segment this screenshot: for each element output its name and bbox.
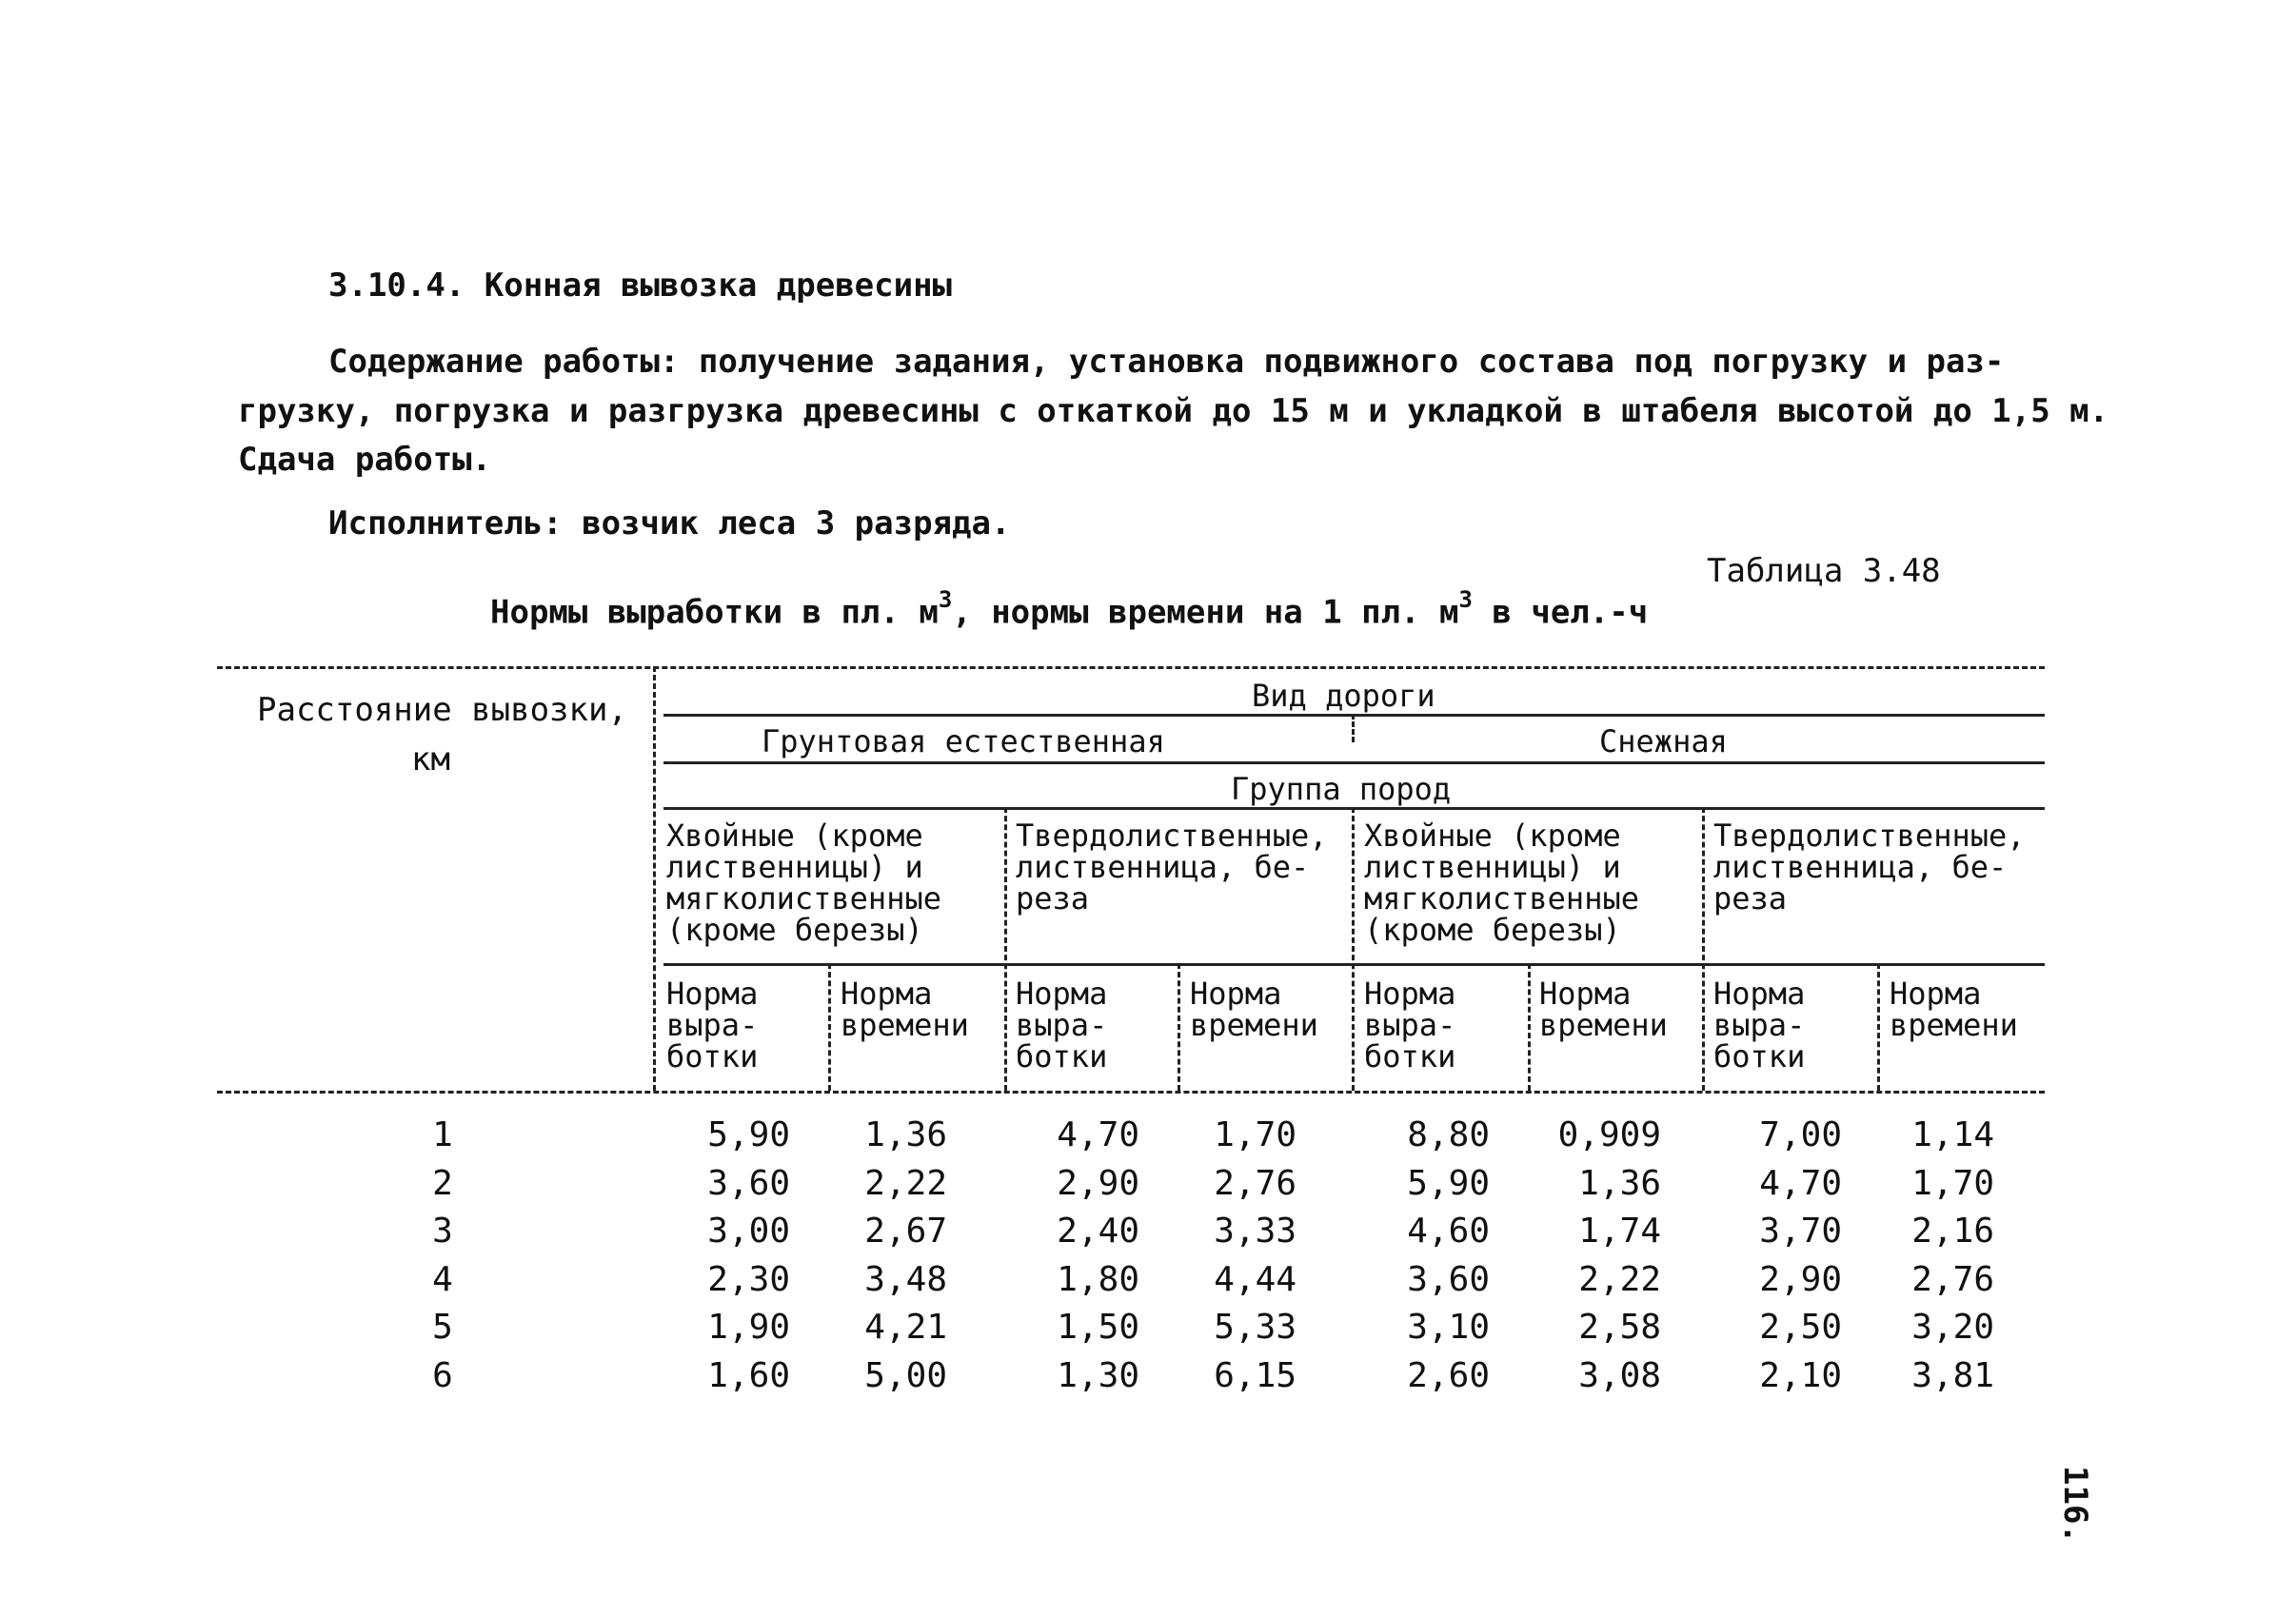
table-cell: 3,08: [1578, 1356, 1661, 1395]
table-header-bottom-rule: [217, 1091, 2045, 1094]
table-cell: 3,81: [1911, 1356, 1994, 1395]
table-cell: 2,40: [1057, 1212, 1139, 1251]
table-cell: 2,76: [1214, 1164, 1296, 1203]
species-hard-ground: Твердолиственные, лиственница, бе- реза: [1016, 818, 1328, 917]
table-cell: 3,20: [1911, 1308, 1994, 1347]
page-number: 116.: [2056, 1466, 2094, 1544]
norm-output-4: Норма выра- ботки: [1713, 976, 1806, 1075]
table-cell: 3,60: [707, 1164, 790, 1203]
table-cell: 4,70: [1057, 1115, 1139, 1154]
table-cell: 1,14: [1911, 1115, 1994, 1154]
table-cell: 3,70: [1759, 1212, 1842, 1251]
executor-line: Исполнитель: возчик леса 3 разряда.: [328, 504, 1011, 542]
table-cell: 2,60: [1407, 1356, 1490, 1395]
table-caption: Нормы выработки в пл. $м^3$, нормы времени на 1 пл. $м^3$ в чел.-ч: [490, 586, 1649, 632]
vline-distance: [653, 666, 656, 1091]
header-distance-1: Расстояние вывозки,: [257, 691, 627, 729]
table-cell: 1,80: [1057, 1260, 1139, 1299]
table-cell: 5,90: [707, 1115, 790, 1154]
table-cell: 6,15: [1214, 1356, 1296, 1395]
header-road-snow: Снежная: [1599, 723, 1728, 759]
norm-time-4: Норма времени: [1890, 976, 2018, 1043]
table-cell: 2,50: [1759, 1308, 1842, 1347]
table-cell: 3,48: [864, 1260, 947, 1299]
table-cell: 1,50: [1057, 1308, 1139, 1347]
table-cell: 5,33: [1214, 1308, 1296, 1347]
table-cell: 7,00: [1759, 1115, 1842, 1154]
vline-sub-1: [828, 963, 831, 1091]
content-line-3: Сдача работы.: [238, 441, 492, 479]
table-cell: 1,36: [1578, 1164, 1661, 1203]
table-cell: 3,33: [1214, 1212, 1296, 1251]
table-cell: 1,60: [707, 1356, 790, 1395]
table-cell: 3,10: [1407, 1308, 1490, 1347]
table-cell: 5,90: [1407, 1164, 1490, 1203]
norm-time-2: Норма времени: [1190, 976, 1318, 1043]
table-cell: 2,22: [864, 1164, 947, 1203]
table-cell: 2,58: [1578, 1308, 1661, 1347]
table-cell: 2,67: [864, 1212, 947, 1251]
table-cell: 1,30: [1057, 1356, 1139, 1395]
table-cell: 2,90: [1057, 1164, 1139, 1203]
table-cell: 1,36: [864, 1115, 947, 1154]
table-cell: 2,10: [1759, 1356, 1842, 1395]
row-distance: 3: [432, 1212, 453, 1251]
table-cell: 2,16: [1911, 1212, 1994, 1251]
table-cell: 1,70: [1911, 1164, 1994, 1203]
norm-output-3: Норма выра- ботки: [1364, 976, 1456, 1075]
rule-road-kind: [663, 761, 2045, 764]
table-cell: 1,90: [707, 1308, 790, 1347]
section-title: 3.10.4. Конная вывозка древесины: [328, 266, 953, 305]
row-distance: 4: [432, 1260, 453, 1299]
vline-col-3: [1352, 807, 1355, 1091]
species-conifer-ground: Хвойные (кроме лиственницы) и мягколиственные (кроме березы): [666, 818, 941, 948]
header-group: Группа пород: [1231, 771, 1452, 807]
table-cell: 2,90: [1759, 1260, 1842, 1299]
norm-time-1: Норма времени: [841, 976, 969, 1043]
header-road-type: Вид дороги: [1252, 678, 1435, 714]
table-cell: 3,00: [707, 1212, 790, 1251]
table-cell: 4,44: [1214, 1260, 1296, 1299]
norm-output-2: Норма выра- ботки: [1016, 976, 1108, 1075]
species-conifer-snow: Хвойные (кроме лиственницы) и мягколиственные (кроме березы): [1364, 818, 1639, 948]
norm-output-1: Норма выра- ботки: [666, 976, 759, 1075]
table-cell: 0,909: [1557, 1115, 1661, 1154]
header-distance-2: км: [411, 740, 450, 779]
table-cell: 1,74: [1578, 1212, 1661, 1251]
row-distance: 5: [432, 1308, 453, 1347]
table-cell: 1,70: [1214, 1115, 1296, 1154]
row-distance: 2: [432, 1164, 453, 1203]
vline-sub-3: [1528, 963, 1531, 1091]
table-cell: 2,76: [1911, 1260, 1994, 1299]
vline-road-split: [1352, 714, 1355, 742]
row-distance: 1: [432, 1115, 453, 1154]
table-cell: 4,60: [1407, 1212, 1490, 1251]
table-cell: 2,22: [1578, 1260, 1661, 1299]
table-cell: 4,70: [1759, 1164, 1842, 1203]
content-line-2: грузку, погрузка и разгрузка древесины с откаткой до 15 м и укладкой в штабеля высотой до 1,5 м.: [238, 392, 2109, 430]
table-cell: 8,80: [1407, 1115, 1490, 1154]
vline-col-2: [1004, 807, 1007, 1091]
header-road-ground: Грунтовая естественная: [762, 723, 1165, 759]
vline-sub-2: [1178, 963, 1180, 1091]
table-top-rule: [217, 666, 2045, 669]
row-distance: 6: [432, 1356, 453, 1395]
table-number: Таблица 3.48: [1707, 552, 1941, 590]
table-cell: 4,21: [864, 1308, 947, 1347]
norm-time-3: Норма времени: [1539, 976, 1668, 1043]
table-cell: 2,30: [707, 1260, 790, 1299]
table-cell: 5,00: [864, 1356, 947, 1395]
table-cell: 3,60: [1407, 1260, 1490, 1299]
vline-col-4: [1702, 807, 1705, 1091]
vline-sub-4: [1877, 963, 1880, 1091]
content-line-1: Содержание работы: получение задания, установка подвижного состава под погрузку и раз-: [328, 343, 2005, 381]
species-hard-snow: Твердолиственные, лиственница, бе- реза: [1713, 818, 2026, 917]
